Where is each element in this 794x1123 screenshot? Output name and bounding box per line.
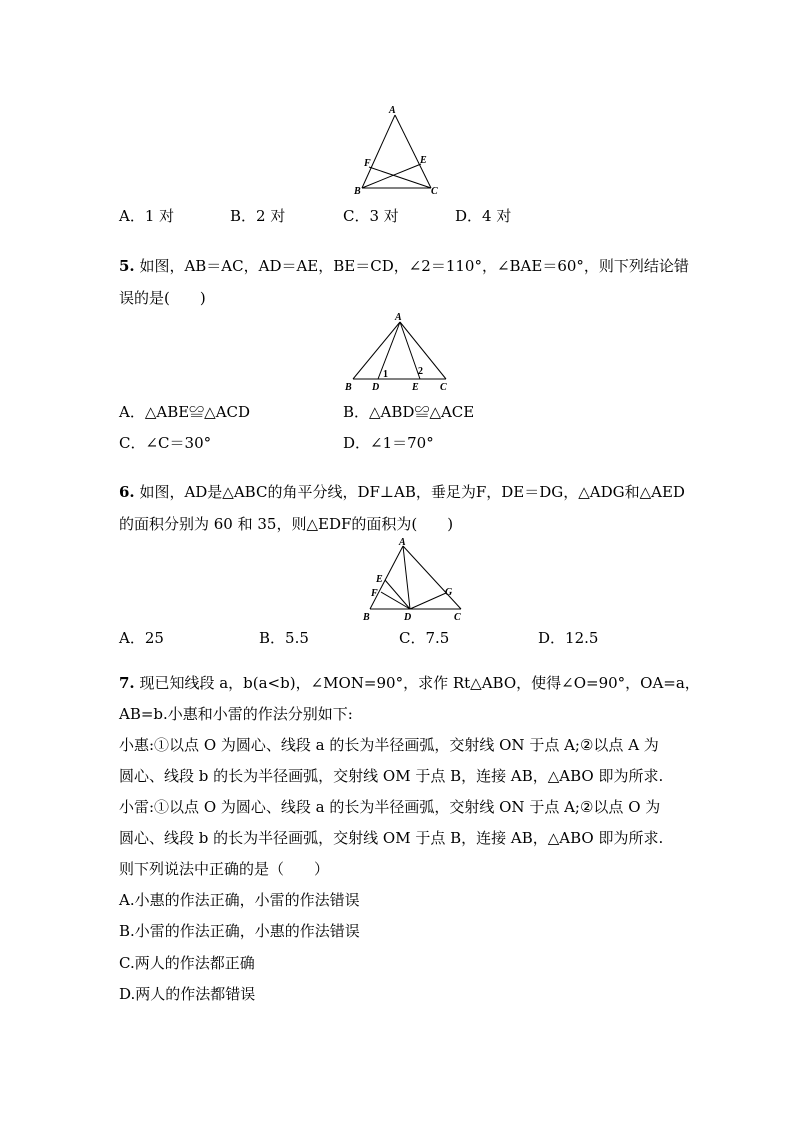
q6-option-a[interactable]: A．25 [119, 629, 164, 647]
q6-stem-line1: 如图，AD是△ABC的角平分线，DF⊥AB，垂足为F，DE＝DG，△ADG和△AED [134, 483, 685, 501]
q4-label-a: A [389, 105, 396, 116]
q5-stem-line1: 如图，AB＝AC，AD＝AE，BE＝CD，∠2＝110°，∠BAE＝60°，则下列结论错 [134, 257, 689, 275]
q7-option-b[interactable]: B.小雷的作法正确，小惠的作法错误 [119, 922, 360, 940]
q7-stem-line1: 现已知线段 a，b(a<b)，∠MON=90°，求作 Rt△ABO，使得∠O=90°，OA=a， [134, 674, 700, 692]
q7-question: 则下列说法中正确的是（ ） [119, 860, 330, 878]
q5-label-c: C [440, 382, 447, 393]
q5-option-a[interactable]: A．△ABE≌△ACD [119, 403, 251, 421]
q6-label-d: D [404, 612, 412, 623]
q5-line1 [119, 256, 689, 276]
q5-stem-line2: 误的是( ) [119, 289, 206, 307]
q6-stem-line2: 的面积分别为 60 和 35，则△EDF的面积为( ) [119, 515, 454, 533]
q6-option-b[interactable]: B．5.5 [259, 629, 309, 647]
q6-figure [355, 535, 475, 625]
q7-xiaolei-line2: 圆心、线段 b 的长为半径画弧，交射线 OM 于点 B，连接 AB，△ABO 即为所求. [119, 829, 664, 847]
q7-number: 7. [119, 674, 135, 692]
q7-line1 [119, 673, 700, 693]
q5-label-two: 2 [418, 366, 423, 377]
q5-figure [340, 308, 460, 398]
q7-option-d[interactable]: D.两人的作法都错误 [119, 985, 256, 1003]
q5-label-a: A [395, 312, 402, 323]
q5-label-one: 1 [383, 369, 388, 380]
q6-number: 6. [119, 483, 135, 501]
q5-number: 5. [119, 257, 135, 275]
q7-stem-line2: AB=b.小惠和小雷的作法分别如下: [119, 705, 353, 723]
q6-label-b: B [363, 612, 370, 623]
q6-label-c: C [454, 612, 461, 623]
q4-label-b: B [354, 186, 361, 197]
q7-option-a[interactable]: A.小惠的作法正确，小雷的作法错误 [119, 891, 360, 909]
q6-label-e: E [376, 574, 383, 585]
q4-option-a[interactable]: A．1 对 [119, 207, 175, 225]
q4-label-f: F [364, 158, 371, 169]
q5-option-d[interactable]: D．∠1＝70° [343, 434, 434, 452]
q5-label-e: E [412, 382, 419, 393]
q7-option-c[interactable]: C.两人的作法都正确 [119, 954, 255, 972]
q5-option-b[interactable]: B．△ABD≌△ACE [343, 403, 475, 421]
q7-xiaolei-line1: 小雷:①以点 O 为圆心、线段 a 的长为半径画弧，交射线 ON 于点 A;②以点 O 为 [119, 798, 661, 816]
q6-label-a: A [399, 537, 406, 548]
q7-xiaohui-line1: 小惠:①以点 O 为圆心、线段 a 的长为半径画弧，交射线 ON 于点 A;②以点 A 为 [119, 736, 659, 754]
q6-label-f: F [371, 588, 378, 599]
q4-label-e: E [420, 155, 427, 166]
q4-label-c: C [431, 186, 438, 197]
q6-option-c[interactable]: C．7.5 [399, 629, 450, 647]
q5-label-d: D [372, 382, 380, 393]
q4-option-c[interactable]: C．3 对 [343, 207, 399, 225]
q6-line1 [119, 482, 685, 502]
q4-option-b[interactable]: B．2 对 [230, 207, 286, 225]
q6-label-g: G [445, 587, 453, 598]
q4-option-d[interactable]: D．4 对 [455, 207, 512, 225]
q5-label-b: B [345, 382, 352, 393]
q6-option-d[interactable]: D．12.5 [538, 629, 599, 647]
q7-xiaohui-line2: 圆心、线段 b 的长为半径画弧，交射线 OM 于点 B，连接 AB，△ABO 即为所求. [119, 767, 664, 785]
q5-option-c[interactable]: C．∠C＝30° [119, 434, 212, 452]
q4-figure [340, 100, 450, 200]
